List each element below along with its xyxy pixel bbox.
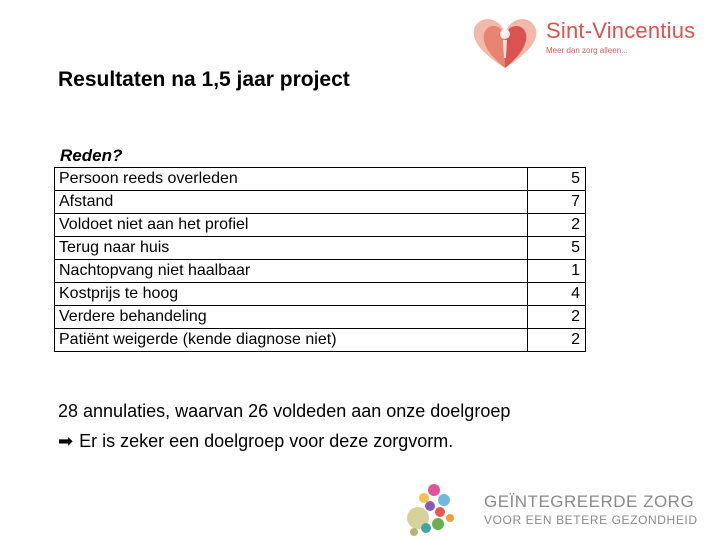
reason-label: Verdere behandeling	[55, 306, 528, 329]
heart-logo-icon	[470, 14, 540, 72]
reason-count: 7	[528, 191, 586, 214]
table-row	[55, 306, 586, 329]
reason-label: Persoon reeds overleden	[55, 168, 528, 191]
reason-count: 1	[528, 260, 586, 283]
footer-logo-line2: VOOR EEN BETERE GEZONDHEID	[484, 513, 698, 527]
sint-vincentius-logo	[470, 12, 700, 68]
logo-tagline: Meer dan zorg alleen...	[546, 46, 628, 55]
reasons-heading: Reden?	[60, 146, 123, 165]
reason-label: Nachtopvang niet haalbaar	[55, 260, 528, 283]
reason-count: 5	[528, 237, 586, 260]
table-row	[55, 168, 586, 191]
reason-count: 2	[528, 214, 586, 237]
reason-label: Kostprijs te hoog	[55, 283, 528, 306]
summary-text: 28 annulaties, waarvan 26 voldeden aan onze doelgroep	[58, 401, 511, 421]
logo-title: Sint-Vincentius	[546, 18, 696, 43]
table-row	[55, 329, 586, 352]
reason-count: 2	[528, 329, 586, 352]
page-title: Resultaten na 1,5 jaar project	[58, 68, 350, 91]
reason-label: Voldoet niet aan het profiel	[55, 214, 528, 237]
table-row	[55, 214, 586, 237]
reason-count: 2	[528, 306, 586, 329]
reason-label: Patiënt weigerde (kende diagnose niet)	[55, 329, 528, 352]
reason-label: Terug naar huis	[55, 237, 528, 260]
footer-logo-line1: GEÏNTEGREERDE ZORG	[484, 492, 695, 511]
table-row	[55, 191, 586, 214]
reason-count: 5	[528, 168, 586, 191]
table-row	[55, 237, 586, 260]
geintegreerde-zorg-logo	[400, 480, 718, 538]
colored-dots-logo-icon	[400, 480, 466, 538]
reasons-table	[54, 167, 586, 352]
conclusion-text: Er is zeker een doelgroep voor deze zorgvorm.	[79, 431, 454, 451]
arrow-right-icon: ➡	[58, 431, 74, 451]
table-row	[55, 260, 586, 283]
table-row	[55, 283, 586, 306]
reason-count: 4	[528, 283, 586, 306]
reason-label: Afstand	[55, 191, 528, 214]
conclusion-line	[58, 431, 453, 452]
